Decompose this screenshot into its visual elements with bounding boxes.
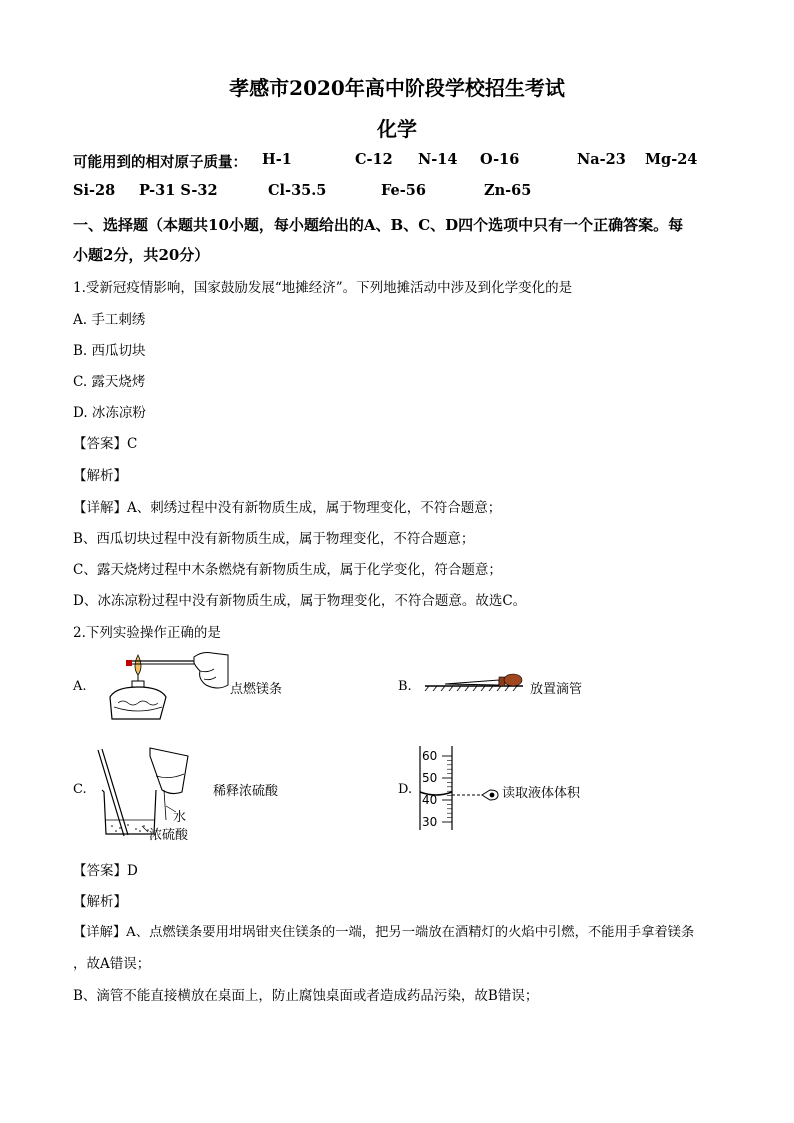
atomic-mass-zn: Zn-65: [484, 182, 532, 199]
section-heading-line2: 小题2分，共20分）: [73, 246, 210, 264]
fig-d-caption: 读取液体体积: [502, 786, 581, 801]
atomic-mass-cl: Cl-35.5: [268, 182, 327, 199]
atomic-mass-na: Na-23: [577, 151, 626, 168]
q2-detail-a-line1: 【详解】A、点燃镁条要用坩埚钳夹住镁条的一端，把另一端放在酒精灯的火焰中引燃，不能用手拿着镁条: [73, 925, 695, 940]
atomic-mass-mg: Mg-24: [645, 151, 698, 168]
q2-answer: 【答案】D: [73, 863, 138, 879]
atomic-mass-p-s: P-31 S-32: [139, 182, 218, 199]
fig-c-acid-label: 浓硫酸: [149, 828, 189, 843]
atomic-mass-c: C-12: [355, 151, 393, 168]
page-title: 孝感市2020年高中阶段学校招生考试: [229, 76, 565, 100]
q2-option-c-letter: C.: [73, 782, 87, 797]
q2-stem: 2.下列实验操作正确的是: [73, 625, 221, 641]
atomic-mass-o: O-16: [480, 151, 520, 168]
fig-d-cylinder-illustration: [418, 746, 508, 832]
q2-option-d-letter: D.: [398, 782, 413, 797]
atomic-mass-label: 可能用到的相对原子质量：: [73, 154, 247, 171]
q1-option-b: B. 西瓜切块: [73, 343, 146, 359]
fig-d-scale-50: 50: [422, 771, 438, 785]
fig-d-scale-60: 60: [422, 749, 438, 763]
q1-answer: 【答案】C: [73, 436, 138, 452]
atomic-mass-h: H-1: [262, 151, 292, 168]
atomic-mass-n: N-14: [418, 151, 458, 168]
q2-detail-a-line2: ，故A错误；: [73, 956, 151, 972]
q1-detail-b: B、西瓜切块过程中没有新物质生成，属于物理变化，不符合题意；: [73, 531, 475, 547]
atomic-mass-fe: Fe-56: [381, 182, 426, 199]
fig-d-scale-40: 40: [422, 793, 438, 807]
q1-stem: 1.受新冠疫情影响，国家鼓励发展“地摊经济”。下列地摊活动中涉及到化学变化的是: [73, 280, 573, 296]
subject-title: 化学: [377, 117, 417, 141]
q1-option-c: C. 露天烧烤: [73, 374, 146, 390]
q2-option-b-letter: B.: [398, 679, 412, 694]
q1-option-d: D. 冰冻凉粉: [73, 405, 146, 421]
fig-a-lamp-illustration: [100, 645, 230, 725]
fig-c-water-label: 水: [173, 810, 187, 825]
q1-detail-c: C、露天烧烤过程中木条燃烧有新物质生成，属于化学变化，符合题意；: [73, 562, 502, 578]
atomic-mass-si: Si-28: [73, 182, 116, 199]
fig-b-dropper-illustration: [425, 668, 525, 692]
q1-analysis-label: 【解析】: [73, 468, 127, 484]
fig-d-scale-30: 30: [422, 815, 438, 829]
section-heading-line1: 一、选择题（本题共10小题，每小题给出的A、B、C、D四个选项中只有一个正确答案。每: [73, 216, 684, 234]
fig-b-caption: 放置滴管: [530, 682, 583, 697]
q2-option-a-letter: A.: [73, 679, 87, 694]
q1-detail-a: 【详解】A、刺绣过程中没有新物质生成，属于物理变化，不符合题意；: [73, 500, 502, 516]
q2-analysis-label: 【解析】: [73, 894, 127, 910]
fig-c-caption: 稀释浓硫酸: [213, 784, 279, 799]
q1-detail-d: D、冰冻凉粉过程中没有新物质生成，属于物理变化，不符合题意。故选C。: [73, 593, 527, 609]
fig-a-caption: 点燃镁条: [230, 682, 283, 697]
q1-option-a: A. 手工刺绣: [73, 312, 146, 328]
q2-detail-b: B、滴管不能直接横放在桌面上，防止腐蚀桌面或者造成药品污染，故B错误；: [73, 988, 539, 1004]
